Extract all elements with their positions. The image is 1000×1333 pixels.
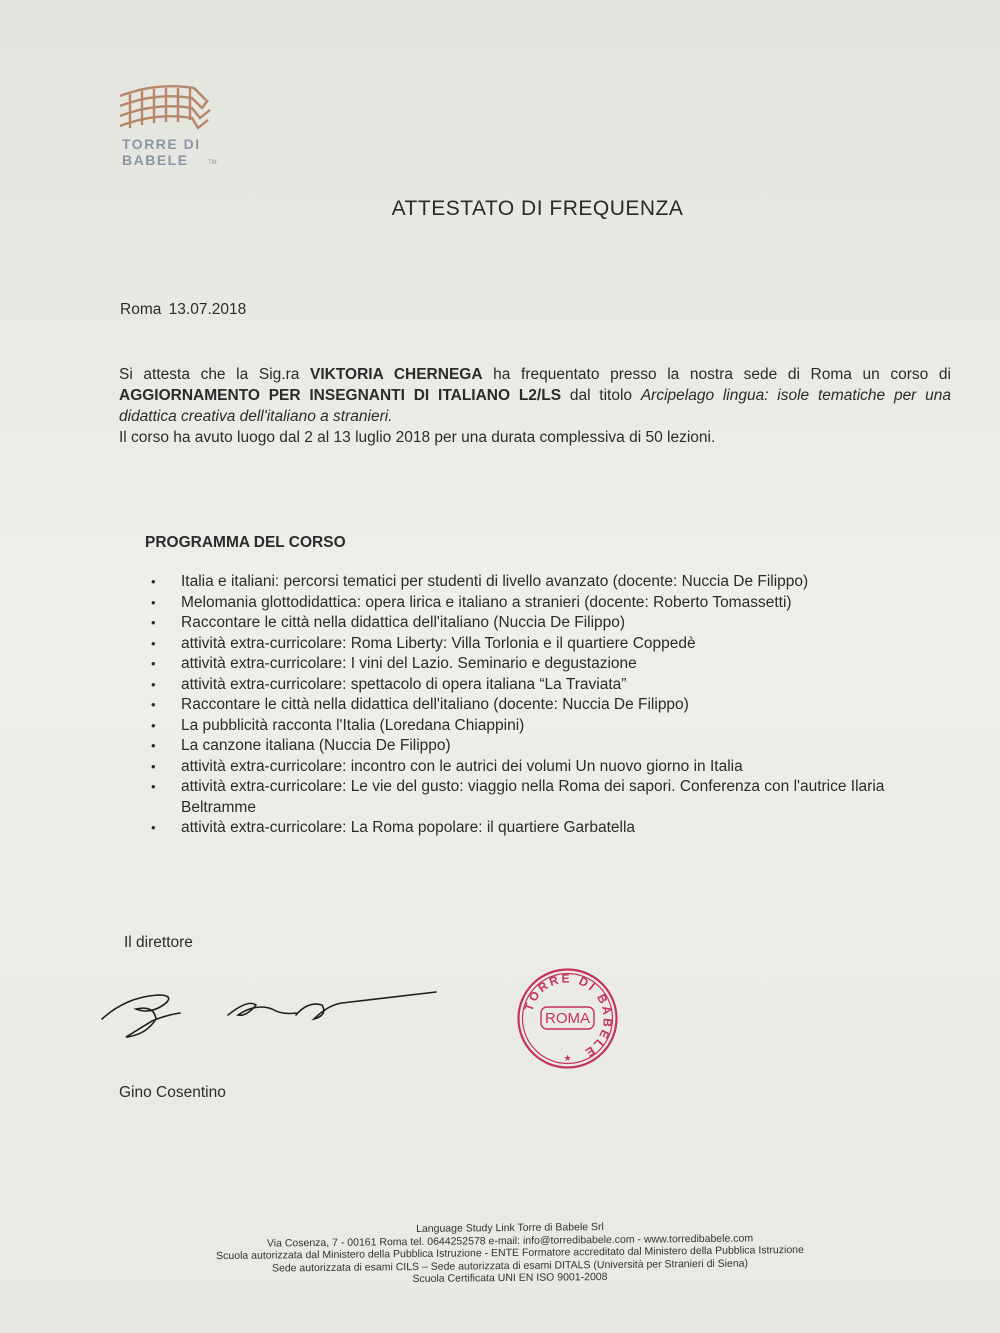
duration-paragraph: Il corso ha avuto luogo dal 2 al 13 luglio 2018 per una durata complessiva di 50 lezioni. [119, 429, 716, 446]
program-item: • attività extra-curricolare: I vini del Lazio. Seminario e degustazione [0, 654, 1000, 675]
program-heading: PROGRAMMA DEL CORSO [145, 534, 346, 551]
program-item: • attività extra-curricolare: Le vie del gusto: viaggio nella Roma dei sapori. Conferenza con l'autrice Ilaria Beltramme [0, 777, 1000, 818]
place-date: Roma 13.07.2018 [120, 301, 247, 318]
program-item: • Raccontare le città nella didattica dell'italiano (docente: Nuccia De Filippo) [0, 695, 1000, 716]
footer-line: Scuola autorizzata dal Ministero della Pubblica Istruzione - ENTE Formatore accreditato dal Ministero della Pubblica Istruzione [216, 1244, 804, 1263]
colosseum-icon [116, 78, 226, 138]
course-name: AGGIORNAMENTO PER INSEGNANTI DI ITALIANO L2/LS [119, 387, 562, 404]
footer-line: Scuola Certificata UNI EN ISO 9001-2008 [412, 1271, 608, 1286]
footer-line: Via Cosenza, 7 - 00161 Roma tel. 0644252578 e-mail: info@torredibabele.com - www.torredibabele.com [266, 1232, 754, 1250]
program-item: • attività extra-curricolare: spettacolo di opera italiana “La Traviata” [0, 675, 1000, 696]
director-name: Gino Cosentino [119, 1084, 226, 1101]
text-run: ha frequentato presso la nostra sede di Roma un corso di [482, 366, 951, 383]
stamp-center-text: ROMA [545, 1010, 590, 1027]
torre-di-babele-logo [116, 78, 226, 173]
program-item: • attività extra-curricolare: incontro con le autrici dei volumi Un nuovo giorno in Italia [0, 757, 1000, 778]
logo-trademark: TM [208, 160, 217, 166]
program-item: • Raccontare le città nella didattica dell'italiano (Nuccia De Filippo) [0, 613, 1000, 634]
certificate-body [119, 364, 951, 448]
school-stamp [515, 966, 620, 1071]
logo-text-line2: BABELE [122, 152, 189, 168]
program-list [0, 572, 1000, 839]
program-item: • Melomania glottodidattica: opera lirica e italiano a stranieri (docente: Roberto Tomassetti) [0, 593, 1000, 614]
document-title: ATTESTATO DI FREQUENZA [391, 197, 684, 220]
director-label: Il direttore [124, 934, 193, 951]
logo-text-line1: TORRE DI [122, 136, 201, 152]
program-item: • attività extra-curricolare: Roma Liberty: Villa Torlonia e il quartiere Coppedè [0, 634, 1000, 655]
footer [150, 1218, 870, 1289]
program-item: • La pubblicità racconta l'Italia (Loredana Chiappini) [0, 716, 1000, 737]
program-item: • La canzone italiana (Nuccia De Filippo) [0, 736, 1000, 757]
attestation-paragraph [119, 364, 951, 427]
text-run: Si attesta che la Sig.ra [119, 366, 310, 383]
star-icon: ★ [563, 1054, 572, 1064]
program-item: • Italia e italiani: percorsi tematici per studenti di livello avanzato (docente: Nuccia De Filippo) [0, 572, 1000, 593]
footer-line: Sede autorizzata di esami CILS – Sede autorizzata di esami DITALS (Università per Stranieri di Siena) [271, 1257, 749, 1275]
student-name: VIKTORIA CHERNEGA [310, 366, 483, 383]
course-subtitle: Arcipelago lingua: isole tematiche per una didattica creativa dell'italiano a stranieri. [119, 387, 951, 425]
footer-line: Language Study Link Torre di Babele Srl [416, 1221, 604, 1235]
program-item: • attività extra-curricolare: La Roma popolare: il quartiere Garbatella [0, 818, 1000, 839]
director-signature [96, 975, 446, 1045]
text-run: dal titolo [561, 387, 641, 404]
stamp-ring-text: TORRE DI BABELE [521, 971, 615, 1061]
